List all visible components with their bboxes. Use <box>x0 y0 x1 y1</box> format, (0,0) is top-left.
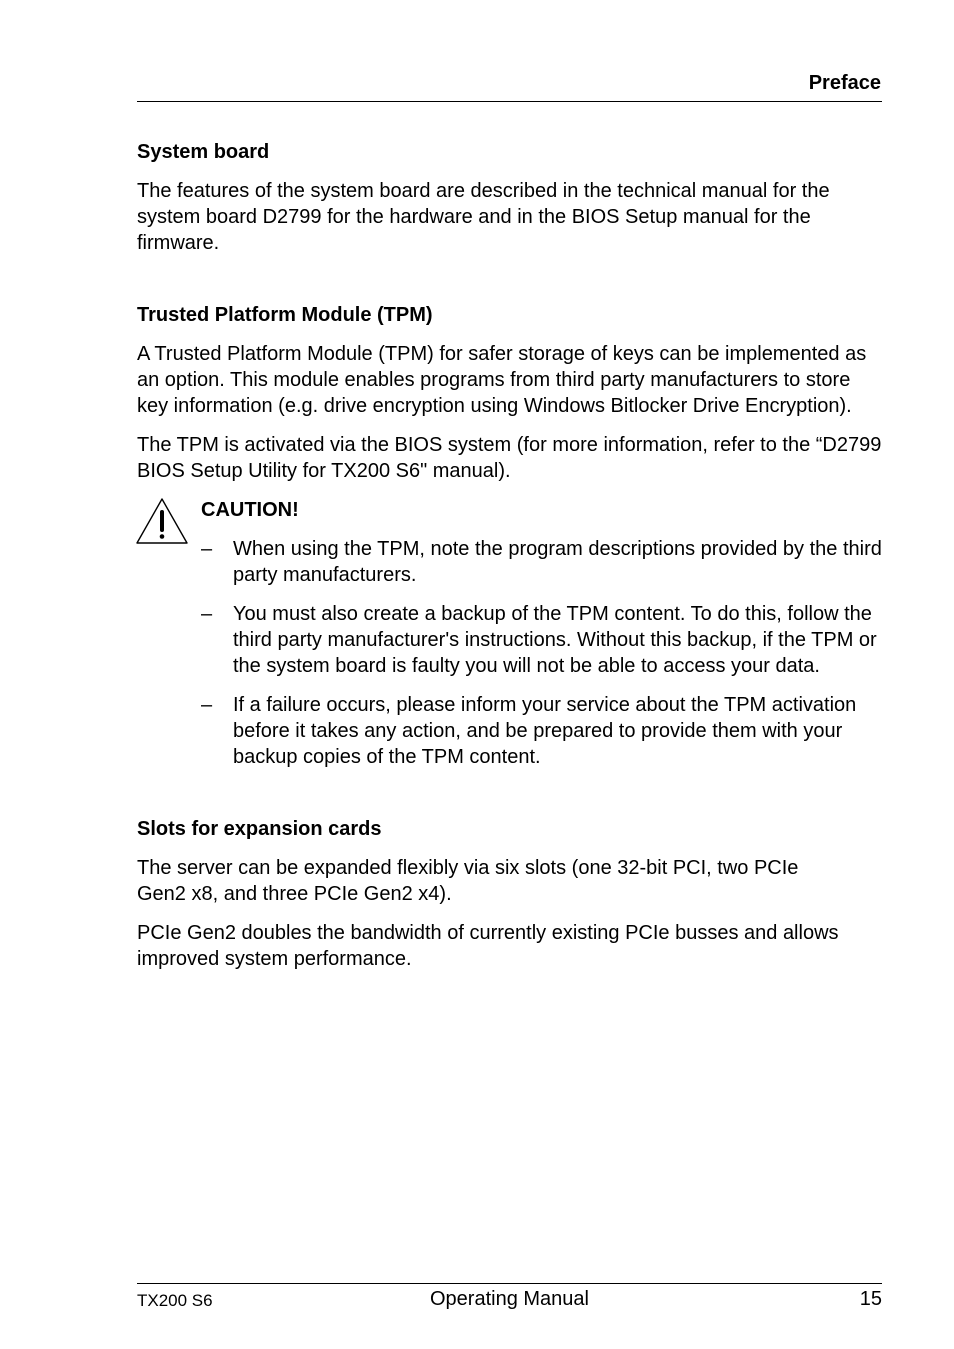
caution-item-text: You must also create a backup of the TPM content. To do this, follow the third party manufacturer's instructions. Without this backup, if the TPM or the system board is faulty you will not be able to access your data. <box>233 603 877 677</box>
tpm-heading: Trusted Platform Module (TPM) <box>137 304 433 326</box>
system-board-paragraph: The features of the system board are described in the technical manual for the system board D2799 for the hardware and in the BIOS Setup manual for the firmware. <box>137 180 830 254</box>
slots-paragraph-2: PCIe Gen2 doubles the bandwidth of currently existing PCIe busses and allows improved system performance. <box>137 922 839 970</box>
footer-rule <box>137 1283 882 1284</box>
bullet-dash: – <box>201 694 213 716</box>
footer-manual-title: Operating Manual <box>430 1288 589 1310</box>
tpm-paragraph-2: The TPM is activated via the BIOS system (for more information, refer to the “D2799 BIOS Setup Utility for TX200 S6" manual). <box>137 434 882 482</box>
caution-block <box>137 497 882 770</box>
footer-product: TX200 S6 <box>137 1291 213 1310</box>
tpm-paragraph-1: A Trusted Platform Module (TPM) for safer storage of keys can be implemented as an option. This module enables programs from third party manufacturers to store key information (e.g. drive encryption using Windows Bitlocker Drive Encryption). <box>137 343 867 417</box>
caution-title: CAUTION! <box>201 499 299 521</box>
caution-item <box>201 692 882 770</box>
slots-paragraph-1: The server can be expanded flexibly via six slots (one 32-bit PCI, two PCIe Gen2 x8, and three PCIe Gen2 x4). <box>137 857 799 905</box>
caution-triangle-icon <box>135 497 189 545</box>
running-header: Preface <box>808 72 881 94</box>
caution-item-text: If a failure occurs, please inform your service about the TPM activation before it takes any action, and be prepared to provide them with your backup copies of the TPM content. <box>233 694 857 768</box>
page-number: 15 <box>859 1288 882 1310</box>
page-footer <box>137 1288 882 1314</box>
caution-item <box>201 601 882 679</box>
bullet-dash: – <box>201 603 213 625</box>
header-rule <box>137 101 882 102</box>
caution-item <box>201 536 882 588</box>
system-board-heading: System board <box>137 141 270 163</box>
slots-heading: Slots for expansion cards <box>137 818 382 840</box>
bullet-dash: – <box>201 538 213 560</box>
page-content <box>137 139 882 985</box>
caution-item-text: When using the TPM, note the program descriptions provided by the third party manufacturers. <box>233 538 882 586</box>
